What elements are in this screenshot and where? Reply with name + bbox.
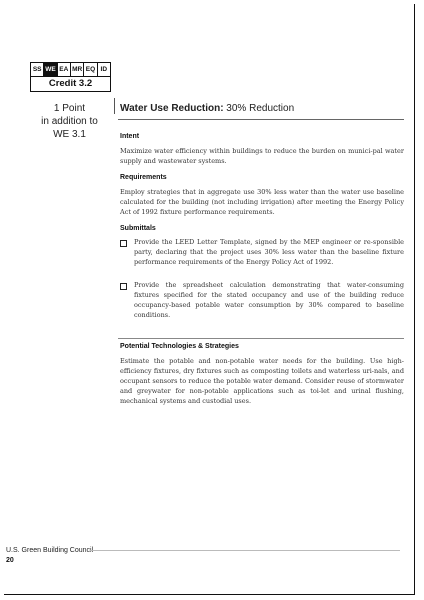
requirements-heading: Requirements	[120, 174, 167, 181]
strategies-heading: Potential Technologies & Strategies	[120, 343, 239, 350]
requirements-body: Employ strategies that in aggregate use 30% less water than the water use baseline calculated for the building (not including irrigation) after meeting the Energy Policy Act of 1992 fixture performance requirements.	[120, 188, 404, 216]
checkbox-icon	[120, 240, 127, 247]
footer-rule	[90, 550, 400, 551]
category-ea: EA	[58, 63, 71, 76]
submittals-heading: Submittals	[120, 225, 156, 232]
credit-number: Credit 3.2	[48, 78, 93, 89]
intent-heading: Intent	[120, 133, 140, 140]
points-prerequisite: WE 3.1	[53, 129, 86, 140]
category-id: ID	[100, 66, 108, 73]
title-divider	[114, 98, 115, 114]
credit-title	[120, 103, 294, 114]
category-tabs	[31, 63, 110, 77]
credit-title-rest: 30% Reduction	[223, 103, 295, 114]
footer-org: U.S. Green Building Council	[6, 547, 94, 554]
points-value: 1 Point	[53, 103, 86, 114]
credit-category-box	[30, 62, 111, 92]
category-mr: MR	[71, 63, 84, 76]
category-eq: EQ	[84, 63, 97, 76]
strategies-body: Estimate the potable and non-potable water needs for the building. Use high-efficiency fixtures, dry fixtures such as composting toilets and waterless uri-nals, and occupant sensors to reduce the potable water demand. Consider reuse of stormwater and greywater for non-potable applications such as toi-let and urinal flushing, mechanical systems and custodial uses.	[120, 357, 404, 405]
checkbox-icon	[120, 283, 127, 290]
intent-body: Maximize water efficiency within buildings to reduce the burden on munici-pal water supply and wastewater systems.	[120, 147, 404, 165]
points-block	[30, 102, 109, 141]
page-number: 20	[6, 557, 14, 564]
title-rule	[118, 119, 404, 120]
submittal-item: Provide the LEED Letter Template, signed by the MEP engineer or re-sponsible party, declaring that the project uses 30% less water than the baseline fixture performance requirements of the Energy Policy Act of 1992.	[134, 238, 404, 266]
points-qualifier: in addition to	[41, 116, 98, 127]
category-ss: SS	[31, 63, 44, 76]
strategies-rule	[118, 338, 404, 339]
credit-title-bold: Water Use Reduction:	[120, 103, 224, 114]
category-we: WE	[44, 63, 57, 76]
submittal-item: Provide the spreadsheet calculation demonstrating that water-consuming fixtures specified for the stated occupancy and use of the building reduce occupancy-based potable water consumption by 30% compared to baseline conditions.	[134, 281, 404, 319]
